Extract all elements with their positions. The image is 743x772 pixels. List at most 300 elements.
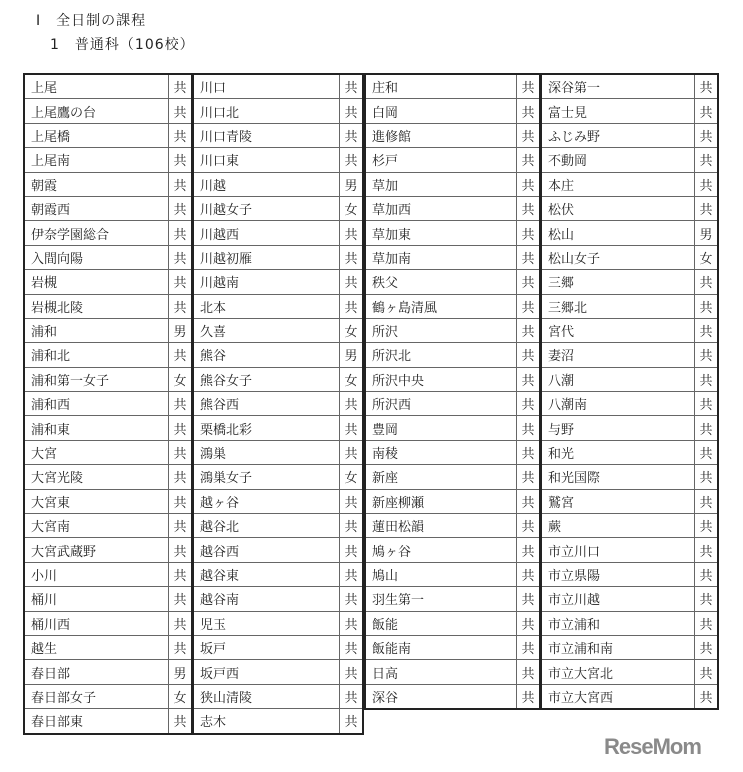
table-row bbox=[541, 367, 718, 391]
school-name: 越谷西 bbox=[193, 538, 340, 562]
school-name: 白岡 bbox=[365, 99, 517, 123]
school-name: 飯能 bbox=[365, 611, 517, 635]
section-heading: Ⅰ 全日制の課程 bbox=[36, 13, 147, 29]
school-type: 共 bbox=[169, 635, 193, 659]
school-name: 川口 bbox=[193, 74, 340, 99]
school-type: 女 bbox=[340, 318, 364, 342]
school-name: 桶川 bbox=[24, 587, 169, 611]
table-row bbox=[541, 684, 718, 709]
school-name: 浦和 bbox=[24, 318, 169, 342]
school-type: 共 bbox=[517, 611, 541, 635]
school-name: 八潮 bbox=[541, 367, 695, 391]
school-name: 桶川西 bbox=[24, 611, 169, 635]
table-row bbox=[24, 196, 192, 220]
table-row bbox=[24, 514, 192, 538]
table-row bbox=[193, 221, 363, 245]
table-row bbox=[193, 587, 363, 611]
school-type: 共 bbox=[169, 611, 193, 635]
table-row bbox=[365, 99, 540, 123]
school-name: 鴻巣 bbox=[193, 440, 340, 464]
school-name: 与野 bbox=[541, 416, 695, 440]
school-name: 市立川越 bbox=[541, 587, 695, 611]
school-type: 共 bbox=[169, 416, 193, 440]
school-name: 秩父 bbox=[365, 270, 517, 294]
school-name: 草加 bbox=[365, 172, 517, 196]
school-name: 川越女子 bbox=[193, 196, 340, 220]
school-name: 羽生第一 bbox=[365, 587, 517, 611]
table-row bbox=[365, 465, 540, 489]
school-type: 共 bbox=[517, 148, 541, 172]
school-type: 共 bbox=[340, 587, 364, 611]
school-name: 熊谷女子 bbox=[193, 367, 340, 391]
school-type: 共 bbox=[340, 294, 364, 318]
table-row bbox=[365, 587, 540, 611]
table-row bbox=[541, 440, 718, 464]
table-row bbox=[541, 392, 718, 416]
school-name: 上尾 bbox=[24, 74, 169, 99]
table-row bbox=[24, 392, 192, 416]
school-name: 所沢中央 bbox=[365, 367, 517, 391]
table-row bbox=[365, 392, 540, 416]
school-type: 共 bbox=[169, 538, 193, 562]
table-row bbox=[365, 684, 540, 709]
school-type: 共 bbox=[695, 684, 719, 709]
school-name: 新座柳瀬 bbox=[365, 489, 517, 513]
school-name: 飯能南 bbox=[365, 635, 517, 659]
table-row bbox=[24, 367, 192, 391]
school-type: 共 bbox=[517, 74, 541, 99]
table-row bbox=[365, 294, 540, 318]
school-name: 越ヶ谷 bbox=[193, 489, 340, 513]
school-type: 共 bbox=[695, 318, 719, 342]
table-row bbox=[541, 172, 718, 196]
table-row bbox=[24, 172, 192, 196]
table-row bbox=[193, 196, 363, 220]
table-row bbox=[365, 416, 540, 440]
table-row bbox=[24, 660, 192, 684]
school-name: 富士見 bbox=[541, 99, 695, 123]
table-row bbox=[193, 709, 363, 734]
school-type: 共 bbox=[695, 465, 719, 489]
school-type: 共 bbox=[169, 99, 193, 123]
school-name: 浦和西 bbox=[24, 392, 169, 416]
school-table-group-3 bbox=[364, 73, 541, 710]
school-name: 所沢北 bbox=[365, 343, 517, 367]
table-row bbox=[365, 245, 540, 269]
school-name: 川越 bbox=[193, 172, 340, 196]
school-name: 小川 bbox=[24, 562, 169, 586]
school-name: 庄和 bbox=[365, 74, 517, 99]
school-name: 朝霞 bbox=[24, 172, 169, 196]
resemom-logo: ReseMom bbox=[604, 734, 701, 759]
school-type: 共 bbox=[517, 635, 541, 659]
school-type: 共 bbox=[340, 684, 364, 708]
school-name: 大宮光陵 bbox=[24, 465, 169, 489]
school-table-group-4 bbox=[540, 73, 719, 710]
table-row bbox=[365, 562, 540, 586]
school-type: 共 bbox=[169, 148, 193, 172]
school-name: 川口東 bbox=[193, 148, 340, 172]
school-type: 共 bbox=[695, 99, 719, 123]
school-type: 共 bbox=[517, 294, 541, 318]
school-name: 草加西 bbox=[365, 196, 517, 220]
school-name: 日高 bbox=[365, 660, 517, 684]
table-row bbox=[24, 465, 192, 489]
school-type: 共 bbox=[517, 684, 541, 709]
school-name: 大宮南 bbox=[24, 514, 169, 538]
school-name: 栗橋北彩 bbox=[193, 416, 340, 440]
table-row bbox=[365, 343, 540, 367]
school-type: 共 bbox=[169, 343, 193, 367]
school-name: 市立浦和南 bbox=[541, 635, 695, 659]
table-row bbox=[193, 611, 363, 635]
school-name: 深谷 bbox=[365, 684, 517, 709]
school-type: 共 bbox=[695, 538, 719, 562]
school-type: 共 bbox=[340, 416, 364, 440]
school-type: 共 bbox=[695, 611, 719, 635]
school-name: 鳩山 bbox=[365, 562, 517, 586]
table-row bbox=[24, 148, 192, 172]
school-name: 浦和東 bbox=[24, 416, 169, 440]
school-type: 共 bbox=[169, 440, 193, 464]
table-row bbox=[365, 148, 540, 172]
school-type: 共 bbox=[340, 440, 364, 464]
school-type: 共 bbox=[517, 367, 541, 391]
table-row bbox=[365, 172, 540, 196]
school-type: 共 bbox=[169, 196, 193, 220]
school-name: 宮代 bbox=[541, 318, 695, 342]
school-type: 共 bbox=[695, 635, 719, 659]
school-name: 熊谷西 bbox=[193, 392, 340, 416]
school-type: 共 bbox=[340, 270, 364, 294]
school-type: 共 bbox=[340, 538, 364, 562]
school-type: 共 bbox=[695, 148, 719, 172]
table-row bbox=[24, 587, 192, 611]
school-name: 市立川口 bbox=[541, 538, 695, 562]
table-row bbox=[24, 74, 192, 99]
table-row bbox=[24, 538, 192, 562]
school-name: 川口青陵 bbox=[193, 123, 340, 147]
table-row bbox=[193, 74, 363, 99]
school-name: 岩槻北陵 bbox=[24, 294, 169, 318]
school-type: 共 bbox=[169, 245, 193, 269]
school-name: 児玉 bbox=[193, 611, 340, 635]
school-name: 越谷東 bbox=[193, 562, 340, 586]
school-name: 豊岡 bbox=[365, 416, 517, 440]
school-type: 共 bbox=[340, 489, 364, 513]
table-row bbox=[193, 99, 363, 123]
school-name: 市立大宮西 bbox=[541, 684, 695, 709]
table-row bbox=[24, 245, 192, 269]
school-name: 和光 bbox=[541, 440, 695, 464]
school-name: 市立大宮北 bbox=[541, 660, 695, 684]
school-type: 共 bbox=[340, 392, 364, 416]
school-name: 市立浦和 bbox=[541, 611, 695, 635]
school-name: 岩槻 bbox=[24, 270, 169, 294]
school-name: 不動岡 bbox=[541, 148, 695, 172]
school-type: 共 bbox=[695, 660, 719, 684]
table-row bbox=[365, 440, 540, 464]
school-type: 共 bbox=[695, 587, 719, 611]
school-name: 所沢西 bbox=[365, 392, 517, 416]
school-type: 共 bbox=[340, 99, 364, 123]
table-row bbox=[541, 514, 718, 538]
table-row bbox=[541, 587, 718, 611]
school-type: 共 bbox=[169, 123, 193, 147]
table-row bbox=[193, 489, 363, 513]
school-name: 鶴ヶ島清風 bbox=[365, 294, 517, 318]
table-row bbox=[541, 343, 718, 367]
school-type: 女 bbox=[340, 367, 364, 391]
table-row bbox=[193, 538, 363, 562]
table-row bbox=[541, 318, 718, 342]
school-name: 蕨 bbox=[541, 514, 695, 538]
table-row bbox=[24, 294, 192, 318]
school-type: 共 bbox=[340, 123, 364, 147]
table-row bbox=[193, 514, 363, 538]
table-row bbox=[193, 367, 363, 391]
table-row bbox=[193, 148, 363, 172]
school-type: 男 bbox=[695, 221, 719, 245]
school-type: 共 bbox=[169, 221, 193, 245]
table-row bbox=[541, 148, 718, 172]
school-name: 蓮田松韻 bbox=[365, 514, 517, 538]
school-name: 市立県陽 bbox=[541, 562, 695, 586]
school-name: 浦和第一女子 bbox=[24, 367, 169, 391]
table-row bbox=[24, 562, 192, 586]
school-name: 久喜 bbox=[193, 318, 340, 342]
school-type: 女 bbox=[169, 684, 193, 708]
school-name: 浦和北 bbox=[24, 343, 169, 367]
table-row bbox=[193, 465, 363, 489]
school-name: 川越南 bbox=[193, 270, 340, 294]
school-type: 共 bbox=[169, 562, 193, 586]
school-name: 越谷北 bbox=[193, 514, 340, 538]
table-row bbox=[541, 562, 718, 586]
school-type: 共 bbox=[695, 489, 719, 513]
school-table-group-2 bbox=[192, 73, 364, 735]
school-type: 共 bbox=[695, 440, 719, 464]
table-row bbox=[24, 416, 192, 440]
school-name: 熊谷 bbox=[193, 343, 340, 367]
school-type: 共 bbox=[517, 514, 541, 538]
school-type: 共 bbox=[517, 440, 541, 464]
table-row bbox=[541, 611, 718, 635]
school-type: 共 bbox=[517, 270, 541, 294]
table-row bbox=[24, 684, 192, 708]
school-type: 共 bbox=[169, 489, 193, 513]
table-row bbox=[24, 635, 192, 659]
table-row bbox=[193, 294, 363, 318]
school-type: 共 bbox=[517, 392, 541, 416]
table-row bbox=[365, 123, 540, 147]
school-type: 共 bbox=[340, 74, 364, 99]
school-type: 女 bbox=[340, 196, 364, 220]
school-type: 共 bbox=[340, 635, 364, 659]
school-name: 松山女子 bbox=[541, 245, 695, 269]
table-row bbox=[541, 635, 718, 659]
table-row bbox=[365, 367, 540, 391]
school-type: 共 bbox=[169, 465, 193, 489]
school-type: 共 bbox=[340, 562, 364, 586]
school-name: 南稜 bbox=[365, 440, 517, 464]
table-row bbox=[541, 489, 718, 513]
school-name: 上尾鷹の台 bbox=[24, 99, 169, 123]
school-type: 共 bbox=[695, 196, 719, 220]
school-type: 共 bbox=[695, 123, 719, 147]
school-type: 共 bbox=[695, 514, 719, 538]
school-name: 大宮 bbox=[24, 440, 169, 464]
school-table-group-1 bbox=[23, 73, 193, 735]
table-row bbox=[193, 245, 363, 269]
school-type: 共 bbox=[517, 538, 541, 562]
table-row bbox=[193, 562, 363, 586]
school-type: 共 bbox=[169, 270, 193, 294]
school-name: 大宮武蔵野 bbox=[24, 538, 169, 562]
table-row bbox=[193, 684, 363, 708]
school-type: 共 bbox=[517, 416, 541, 440]
table-row bbox=[24, 489, 192, 513]
school-name: 松伏 bbox=[541, 196, 695, 220]
school-name: 川口北 bbox=[193, 99, 340, 123]
school-name: 志木 bbox=[193, 709, 340, 734]
school-name: 本庄 bbox=[541, 172, 695, 196]
school-type: 共 bbox=[340, 709, 364, 734]
table-row bbox=[541, 123, 718, 147]
table-row bbox=[24, 318, 192, 342]
school-name: 春日部東 bbox=[24, 709, 169, 734]
school-type: 共 bbox=[517, 660, 541, 684]
school-name: 春日部 bbox=[24, 660, 169, 684]
table-row bbox=[541, 465, 718, 489]
school-type: 共 bbox=[340, 660, 364, 684]
table-row bbox=[193, 440, 363, 464]
table-row bbox=[24, 709, 192, 734]
table-row bbox=[541, 74, 718, 99]
table-row bbox=[541, 416, 718, 440]
table-row bbox=[541, 660, 718, 684]
table-row bbox=[365, 660, 540, 684]
school-name: 大宮東 bbox=[24, 489, 169, 513]
school-type: 共 bbox=[517, 587, 541, 611]
school-type: 共 bbox=[517, 343, 541, 367]
school-type: 共 bbox=[169, 74, 193, 99]
school-type: 共 bbox=[169, 392, 193, 416]
table-row bbox=[365, 489, 540, 513]
table-row bbox=[193, 660, 363, 684]
school-type: 男 bbox=[340, 343, 364, 367]
school-name: 鷲宮 bbox=[541, 489, 695, 513]
school-type: 共 bbox=[517, 221, 541, 245]
school-name: 上尾橋 bbox=[24, 123, 169, 147]
school-type: 共 bbox=[169, 294, 193, 318]
school-type: 共 bbox=[517, 196, 541, 220]
table-row bbox=[541, 294, 718, 318]
subsection-heading: 1 普通科（106校） bbox=[50, 37, 195, 53]
school-type: 共 bbox=[695, 294, 719, 318]
table-row bbox=[193, 416, 363, 440]
table-row bbox=[193, 270, 363, 294]
school-type: 共 bbox=[695, 562, 719, 586]
school-type: 共 bbox=[517, 318, 541, 342]
school-type: 共 bbox=[517, 489, 541, 513]
table-row bbox=[365, 318, 540, 342]
school-name: 三郷北 bbox=[541, 294, 695, 318]
school-type: 共 bbox=[340, 148, 364, 172]
table-row bbox=[541, 196, 718, 220]
school-type: 男 bbox=[340, 172, 364, 196]
school-type: 女 bbox=[169, 367, 193, 391]
school-type: 共 bbox=[695, 367, 719, 391]
school-name: 新座 bbox=[365, 465, 517, 489]
school-type: 共 bbox=[169, 587, 193, 611]
school-name: 狭山清陵 bbox=[193, 684, 340, 708]
school-name: 朝霞西 bbox=[24, 196, 169, 220]
table-row bbox=[541, 221, 718, 245]
table-row bbox=[193, 635, 363, 659]
table-row bbox=[193, 392, 363, 416]
school-name: 和光国際 bbox=[541, 465, 695, 489]
school-name: 越谷南 bbox=[193, 587, 340, 611]
table-row bbox=[365, 538, 540, 562]
school-name: 杉戸 bbox=[365, 148, 517, 172]
school-type: 女 bbox=[695, 245, 719, 269]
school-name: 進修館 bbox=[365, 123, 517, 147]
school-type: 共 bbox=[695, 416, 719, 440]
school-name: 坂戸 bbox=[193, 635, 340, 659]
table-row bbox=[193, 123, 363, 147]
table-row bbox=[541, 245, 718, 269]
school-name: 北本 bbox=[193, 294, 340, 318]
school-type: 共 bbox=[517, 172, 541, 196]
table-row bbox=[541, 538, 718, 562]
table-row bbox=[365, 74, 540, 99]
school-type: 共 bbox=[169, 172, 193, 196]
school-type: 共 bbox=[340, 245, 364, 269]
school-type: 共 bbox=[695, 172, 719, 196]
school-type: 共 bbox=[517, 123, 541, 147]
table-row bbox=[541, 99, 718, 123]
school-name: 松山 bbox=[541, 221, 695, 245]
table-row bbox=[24, 611, 192, 635]
table-row bbox=[365, 635, 540, 659]
table-row bbox=[24, 123, 192, 147]
school-name: 春日部女子 bbox=[24, 684, 169, 708]
table-row bbox=[365, 221, 540, 245]
school-type: 男 bbox=[169, 318, 193, 342]
school-type: 共 bbox=[169, 709, 193, 734]
table-row bbox=[193, 172, 363, 196]
school-type: 共 bbox=[517, 99, 541, 123]
table-row bbox=[193, 343, 363, 367]
table-row bbox=[24, 221, 192, 245]
table-row bbox=[541, 270, 718, 294]
school-type: 共 bbox=[695, 270, 719, 294]
school-name: 越生 bbox=[24, 635, 169, 659]
school-type: 共 bbox=[340, 514, 364, 538]
school-type: 共 bbox=[695, 74, 719, 99]
table-row bbox=[365, 611, 540, 635]
table-row bbox=[24, 440, 192, 464]
school-name: 上尾南 bbox=[24, 148, 169, 172]
table-row bbox=[365, 514, 540, 538]
table-row bbox=[24, 343, 192, 367]
school-name: 伊奈学園総合 bbox=[24, 221, 169, 245]
table-row bbox=[365, 270, 540, 294]
school-type: 男 bbox=[169, 660, 193, 684]
school-name: 川越西 bbox=[193, 221, 340, 245]
school-type: 共 bbox=[517, 245, 541, 269]
